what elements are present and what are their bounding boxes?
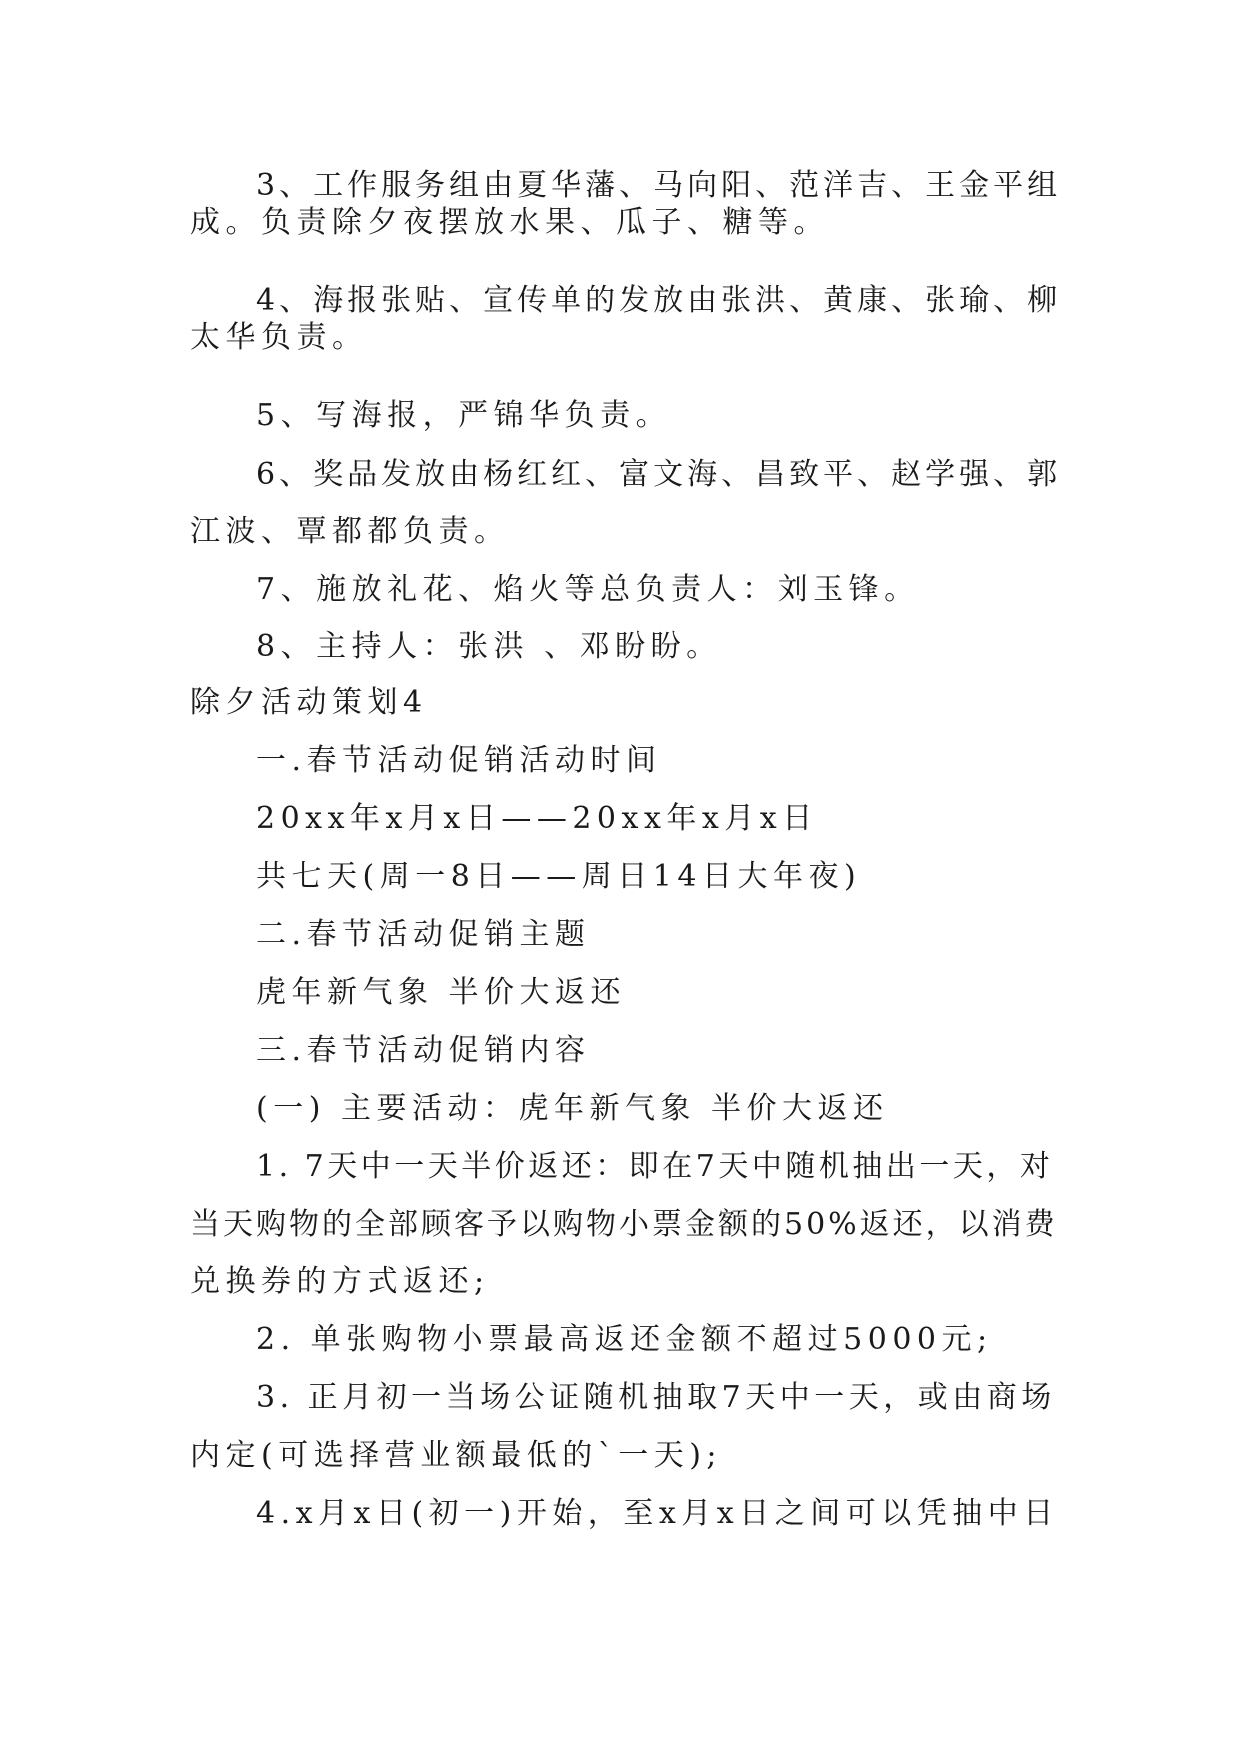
paragraph-line: 太华负责。 [190, 320, 368, 355]
paragraph-line: 当天购物的全部顾客予以购物小票金额的50%返还，以消费 [190, 1207, 1058, 1242]
paragraph-line: 共七天(周一8日——周日14日大年夜) [256, 859, 862, 894]
paragraph-line: 3、工作服务组由夏华藩、马向阳、范洋吉、王金平组 [256, 168, 1062, 203]
paragraph-line: 4.x月x日(初一)开始，至x月x日之间可以凭抽中日 [256, 1496, 1059, 1531]
paragraph-line: 内定(可选择营业额最低的`一天); [190, 1438, 723, 1473]
paragraph-line: 三.春节活动促销内容 [256, 1033, 591, 1068]
paragraph-line: 7、施放礼花、焰火等总负责人：刘玉锋。 [256, 572, 920, 607]
paragraph-line: 兑换券的方式返还; [190, 1264, 490, 1299]
paragraph-line: 2. 单张购物小票最高返还金额不超过5000元; [256, 1322, 993, 1357]
paragraph-line: 虎年新气象 半价大返还 [256, 975, 627, 1010]
paragraph-line: 一.春节活动促销活动时间 [256, 743, 662, 778]
paragraph-line: 江波、覃都都负责。 [190, 514, 510, 549]
paragraph-line: 1. 7天中一天半价返还：即在7天中随机抽出一天，对 [256, 1149, 1054, 1184]
paragraph-line: 成。负责除夕夜摆放水果、瓜子、糖等。 [190, 205, 829, 240]
paragraph-line: 5、写海报，严锦华负责。 [256, 398, 672, 433]
paragraph-line: 4、海报张贴、宣传单的发放由张洪、黄康、张瑜、柳 [256, 283, 1062, 318]
paragraph-line: (一) 主要活动：虎年新气象 半价大返还 [256, 1091, 889, 1126]
paragraph-line: 20xx年x月x日——20xx年x月x日 [256, 801, 818, 836]
paragraph-line: 8、主持人：张洪 、邓盼盼。 [256, 629, 722, 664]
section-heading: 除夕活动策划4 [190, 685, 428, 720]
paragraph-line: 3. 正月初一当场公证随机抽取7天中一天，或由商场 [256, 1380, 1056, 1415]
paragraph-line: 6、奖品发放由杨红红、富文海、昌致平、赵学强、郭 [256, 457, 1062, 492]
paragraph-line: 二.春节活动促销主题 [256, 917, 591, 952]
